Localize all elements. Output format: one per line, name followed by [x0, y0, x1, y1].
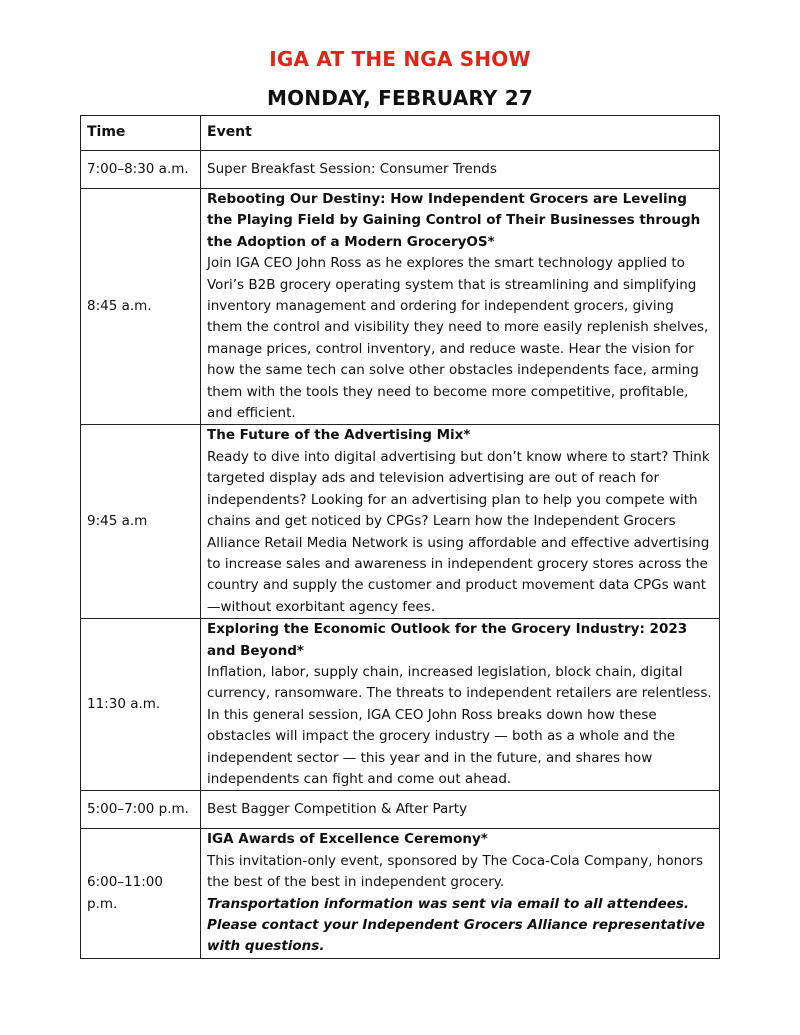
row-time: 7:00–8:30 a.m.	[81, 151, 201, 189]
event-description: Inflation, labor, supply chain, increased legislation, block chain, digital currency, ransomware. The threats to independent retailers are relentless. In this general session, IGA CEO John Ross breaks down how these obstacles will impact the grocery industry — both as a whole and the independent sector — this year and in the future, and shares how independents can fight and come out ahead.	[207, 663, 712, 787]
table-row	[81, 829, 720, 958]
schedule-table	[80, 115, 720, 959]
page-title: IGA AT THE NGA SHOW	[269, 47, 531, 71]
event-description: Join IGA CEO John Ross as he explores the smart technology applied to Vori’s B2B grocery operating system that is streamlining and simplifying inventory management and ordering for independent grocers, giving them the control and visibility they need to more easily replenish shelves, manage prices, control inventory, and reduce waste. Hear the vision for how the same tech can solve other obstacles independents face, arming them with the tools they need to become more competitive, profitable, and efficient.	[207, 255, 709, 422]
row-time: 8:45 a.m.	[81, 189, 201, 425]
table-row	[81, 425, 720, 619]
row-time: 11:30 a.m.	[81, 619, 201, 791]
event-title: Exploring the Economic Outlook for the Grocery Industry: 2023 and Beyond*	[207, 621, 688, 659]
table-row	[81, 791, 720, 829]
table-header-row	[81, 116, 720, 151]
event-description: Ready to dive into digital advertising but don’t know where to start? Think targeted display ads and television advertising are out of reach for independents? Looking for an advertising plan to help you compete with chains and get noticed by CPGs? Learn how the Independent Grocers Alliance Retail Media Network is using affordable and effective advertising to increase sales and awareness in independent grocery stores across the country and supply the customer and product movement data CPGs want—without exorbitant agency fees.	[207, 448, 710, 615]
row-event	[201, 189, 720, 425]
event-description: This invitation-only event, sponsored by The Coca-Cola Company, honors the best of the best in independent grocery.	[207, 852, 704, 891]
row-time: 6:00–11:00 p.m.	[81, 829, 201, 958]
table-row	[81, 151, 720, 189]
row-event	[201, 619, 720, 791]
event-note: Transportation information was sent via email to all attendees. Please contact your Independent Grocers Alliance representative with questions.	[207, 895, 705, 955]
table-row	[81, 619, 720, 791]
event-title: Rebooting Our Destiny: How Independent Grocers are Leveling the Playing Field by Gaining Control of Their Businesses through the Adoption of a Modern GroceryOS*	[207, 191, 701, 250]
event-title: The Future of the Advertising Mix*	[207, 427, 471, 444]
row-time: 5:00–7:00 p.m.	[81, 791, 201, 829]
page-subtitle-date: MONDAY, FEBRUARY 27	[267, 86, 533, 110]
event-title: IGA Awards of Excellence Ceremony*	[207, 831, 488, 848]
table-row	[81, 189, 720, 425]
column-header-time: Time	[81, 116, 201, 151]
row-event	[201, 829, 720, 958]
column-header-event: Event	[201, 116, 720, 151]
row-event	[201, 425, 720, 619]
row-event-title: Super Breakfast Session: Consumer Trends	[201, 151, 720, 189]
row-time: 9:45 a.m	[81, 425, 201, 619]
row-event-title: Best Bagger Competition & After Party	[201, 791, 720, 829]
